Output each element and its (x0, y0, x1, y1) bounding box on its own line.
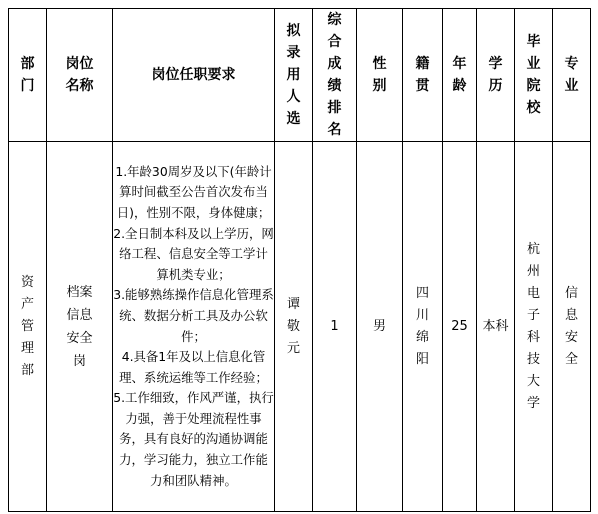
cell-dept: 资产管理部 (9, 142, 47, 512)
header-school: 毕业院校 (515, 9, 553, 142)
req-item-5: 5.工作细致，作风严谨，执行力强，善于处理流程性事务，具有良好的沟通协调能力，学习能力，独立工作能力和团队精神。 (113, 390, 274, 488)
header-major: 专业 (553, 9, 591, 142)
header-hire: 拟录用人选 (275, 9, 313, 142)
header-dept: 部门 (9, 9, 47, 142)
table-row (9, 142, 591, 512)
header-age: 年龄 (443, 9, 477, 142)
cell-hire: 谭敬元 (275, 142, 313, 512)
header-post: 岗位名称 (47, 9, 113, 142)
header-reqs: 岗位任职要求 (113, 9, 275, 142)
cell-school: 杭州电子科技大学 (515, 142, 553, 512)
req-item-3: 3.能够熟练操作信息化管理系统、数据分析工具及办公软件； (113, 287, 274, 344)
cell-edu: 本科 (477, 142, 515, 512)
cell-origin: 四川绵阳 (403, 142, 443, 512)
header-origin: 籍贯 (403, 9, 443, 142)
cell-gender: 男 (357, 142, 403, 512)
cell-reqs (113, 142, 275, 512)
req-item-2: 2.全日制本科及以上学历，网络工程、信息安全等工学计算机类专业； (113, 225, 274, 282)
cell-major: 信息安全 (553, 142, 591, 512)
header-gender: 性别 (357, 9, 403, 142)
req-item-1: 1.年龄30周岁及以下(年龄计算时间截至公告首次发布当日)，性别不限，身体健康； (115, 163, 272, 220)
cell-age: 25 (443, 142, 477, 512)
cell-post: 档案信息安全岗 (47, 142, 113, 512)
req-item-4: 4.具备1年及以上信息化管理、系统运维等工作经验； (119, 349, 268, 385)
header-row (9, 9, 591, 142)
header-edu: 学历 (477, 9, 515, 142)
header-rank: 综合成绩排名 (313, 9, 357, 142)
cell-rank: 1 (313, 142, 357, 512)
recruitment-table (8, 8, 591, 512)
